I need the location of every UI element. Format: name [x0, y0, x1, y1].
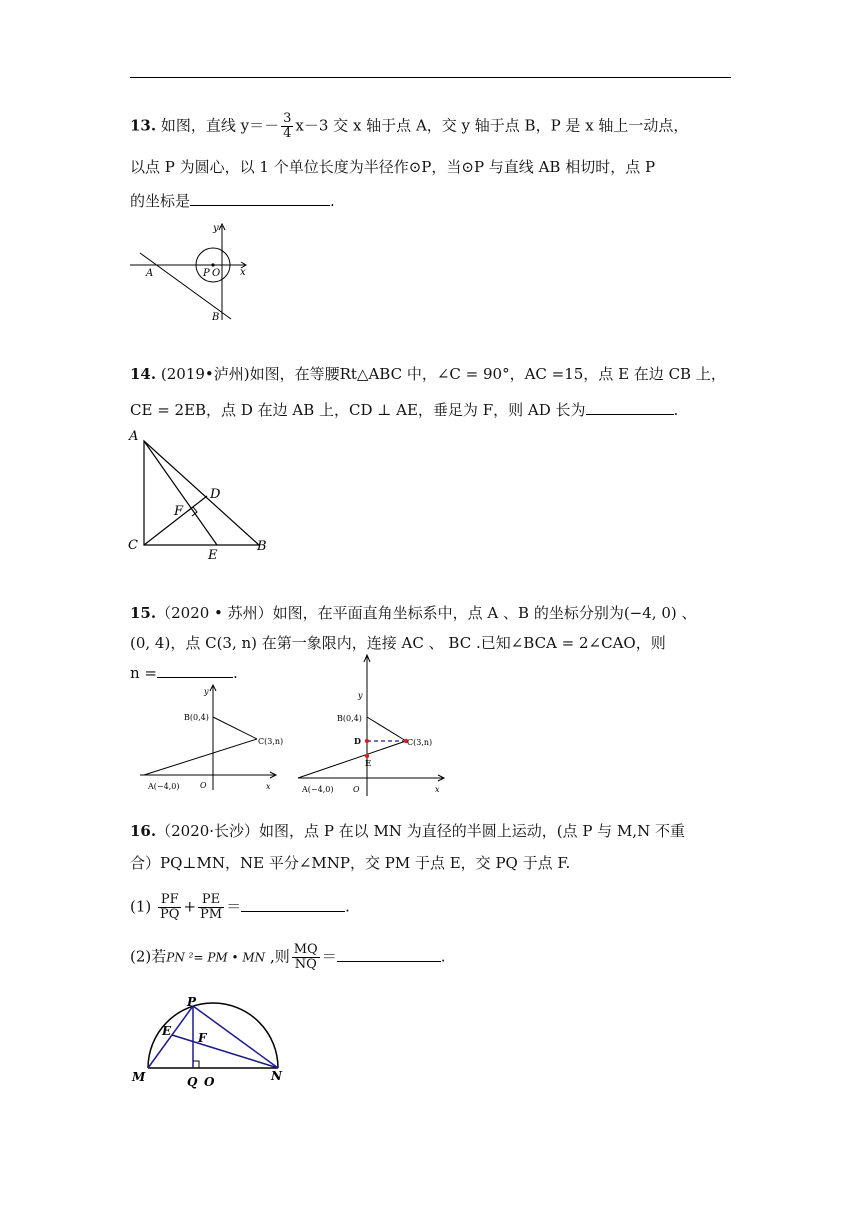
- q13-text-a: 如图，直线 y＝－: [156, 116, 280, 135]
- q16-frac-pe-pm: [198, 893, 224, 922]
- q16-frac-pf-pq: [158, 893, 181, 922]
- q13-text-b: x－3 交 x 轴于点 A，交 y 轴于点 B，P 是 x 轴上一动点，: [295, 116, 689, 135]
- q13-label-o: O: [212, 268, 221, 279]
- q16-frac1-num: PF: [158, 893, 181, 908]
- q15r-point-d: [365, 739, 369, 743]
- q13-label-p: P: [203, 268, 210, 279]
- q13-point-p: [211, 263, 214, 266]
- q16-part2-blank[interactable]: [337, 947, 441, 962]
- q16-line1: [130, 821, 685, 841]
- q16-part2: [130, 943, 446, 972]
- q13-label-b: B: [212, 312, 220, 323]
- q14-figure: [125, 425, 270, 565]
- q14-text-1: (2019•泸州)如图，在等腰Rt△ABC 中，∠C = 90°，AC =15，点 E 在边 CB 上，: [156, 365, 726, 383]
- q15r-label-e: E: [365, 758, 372, 768]
- q15-line2: (0, 4)，点 C(3, n) 在第一象限内，连接 AC 、 BC .已知∠BCA = 2∠CAO，则: [130, 634, 666, 652]
- q13-period: .: [330, 192, 335, 210]
- q15l-label-o: O: [200, 781, 207, 790]
- q15-figure-right: [295, 650, 445, 800]
- q14-period: .: [673, 401, 679, 419]
- q16-frac3-den: NQ: [294, 957, 317, 972]
- q14-line2: [130, 400, 678, 420]
- q16-equals-2: ＝: [321, 947, 337, 966]
- q16-frac2-num: PE: [198, 893, 224, 908]
- q16-equals-1: ＝: [226, 897, 242, 916]
- q15l-label-x: x: [266, 782, 271, 791]
- q15r-label-c: C(3,n): [407, 738, 433, 747]
- q16-label-p: P: [187, 995, 197, 1009]
- q15l-label-b: B(0,4): [184, 713, 209, 722]
- q14-label-f: F: [174, 504, 184, 519]
- q14-number: 14.: [130, 365, 157, 383]
- q14-answer-blank[interactable]: [586, 400, 674, 415]
- q15r-label-o: O: [353, 785, 360, 794]
- q14-label-c: C: [128, 538, 138, 553]
- q13-line-ab: [140, 253, 231, 319]
- q16-label-e: E: [162, 1024, 172, 1038]
- q15-period: .: [233, 664, 238, 682]
- q16-frac2-den: PM: [200, 907, 223, 922]
- q16-frac1-den: PQ: [160, 907, 180, 922]
- q15l-segment-bc: [213, 717, 257, 739]
- q15-number: 15.: [130, 604, 157, 622]
- q14-label-a: A: [129, 429, 139, 444]
- q16-label-q: Q: [187, 1075, 198, 1089]
- q13-figure: [125, 220, 250, 325]
- q16-label-m: M: [132, 1070, 146, 1084]
- q16-plus: +: [183, 897, 197, 916]
- q13-label-a: A: [146, 268, 154, 279]
- q15l-label-c: C(3,n): [258, 737, 284, 746]
- q15-answer-blank[interactable]: [157, 663, 233, 678]
- q14-triangle-abc: [144, 441, 259, 545]
- q13-line2: 以点 P 为圆心，以 1 个单位长度为半径作⊙P，当⊙P 与直线 AB 相切时，点 P: [130, 158, 656, 176]
- q16-label-f: F: [198, 1031, 207, 1045]
- q16-label-o: O: [204, 1075, 215, 1089]
- q14-label-e: E: [208, 548, 218, 563]
- q13-line1: [130, 112, 688, 141]
- q16-part1: [130, 893, 350, 922]
- q16-number: 16.: [130, 822, 157, 840]
- q13-label-x: x: [240, 267, 246, 278]
- q13-line3-text: 的坐标是: [130, 192, 191, 210]
- q15r-label-a: A(−4,0): [302, 785, 334, 794]
- q16-right-angle-mark: [193, 1061, 199, 1068]
- q15r-label-x: x: [435, 785, 440, 794]
- q13-line3: [130, 191, 335, 211]
- q14-line1: [130, 364, 726, 384]
- q15l-label-a: A(−4,0): [148, 782, 180, 791]
- q16-part1-label: (1): [130, 897, 152, 916]
- q15r-segment-bc: [367, 717, 406, 741]
- q14-segment-ae: [144, 441, 217, 545]
- q16-frac-mq-nq: [292, 943, 320, 972]
- q13-frac-num: 3: [283, 111, 292, 126]
- q15r-label-b: B(0,4): [337, 714, 362, 723]
- q14-label-d: D: [210, 487, 221, 502]
- q16-part2-condition: PN ²= PM • MN: [166, 950, 266, 965]
- q14-label-b: B: [257, 539, 267, 554]
- q16-frac3-num: MQ: [293, 942, 318, 957]
- q16-part2-then: ,则: [265, 947, 290, 966]
- q16-part2-label: (2)若: [130, 947, 167, 966]
- q16-segment-ne: [172, 1035, 278, 1068]
- q15l-segment-ac: [144, 739, 257, 775]
- q16-part1-blank[interactable]: [241, 897, 345, 912]
- q15r-label-d: D: [354, 736, 361, 746]
- q16-line2: 合）PQ⊥MN，NE 平分∠MNP，交 PM 于点 E，交 PQ 于点 F.: [130, 854, 571, 872]
- q16-text-1: （2020·长沙）如图，点 P 在以 MN 为直径的半圆上运动，(点 P 与 M,N 不重: [156, 822, 685, 840]
- q16-figure: [128, 995, 288, 1095]
- q13-fraction: [281, 112, 293, 141]
- q16-part2-period: .: [440, 947, 446, 966]
- q15-line1: [130, 603, 697, 623]
- q15r-label-y: y: [358, 691, 363, 700]
- q16-part1-period: .: [345, 897, 350, 916]
- q15r-segment-ac: [298, 741, 406, 778]
- q13-label-y: y: [213, 223, 219, 234]
- q13-number: 13.: [130, 116, 157, 135]
- q15-figure-left: [130, 680, 284, 795]
- q15-text-1: （2020 • 苏州）如图，在平面直角坐标系中，点 A 、B 的坐标分别为(−4, 0) 、: [156, 604, 697, 622]
- q16-label-n: N: [271, 1069, 282, 1083]
- q13-frac-den: 4: [283, 126, 292, 141]
- q13-answer-blank[interactable]: [190, 191, 330, 206]
- q15l-label-y: y: [204, 687, 209, 696]
- q14-text-2: CE = 2EB，点 D 在边 AB 上，CD ⊥ AE，垂足为 F，则 AD 长为: [130, 401, 586, 419]
- q15-line3-text: n =: [130, 664, 157, 682]
- header-rule: [130, 77, 731, 78]
